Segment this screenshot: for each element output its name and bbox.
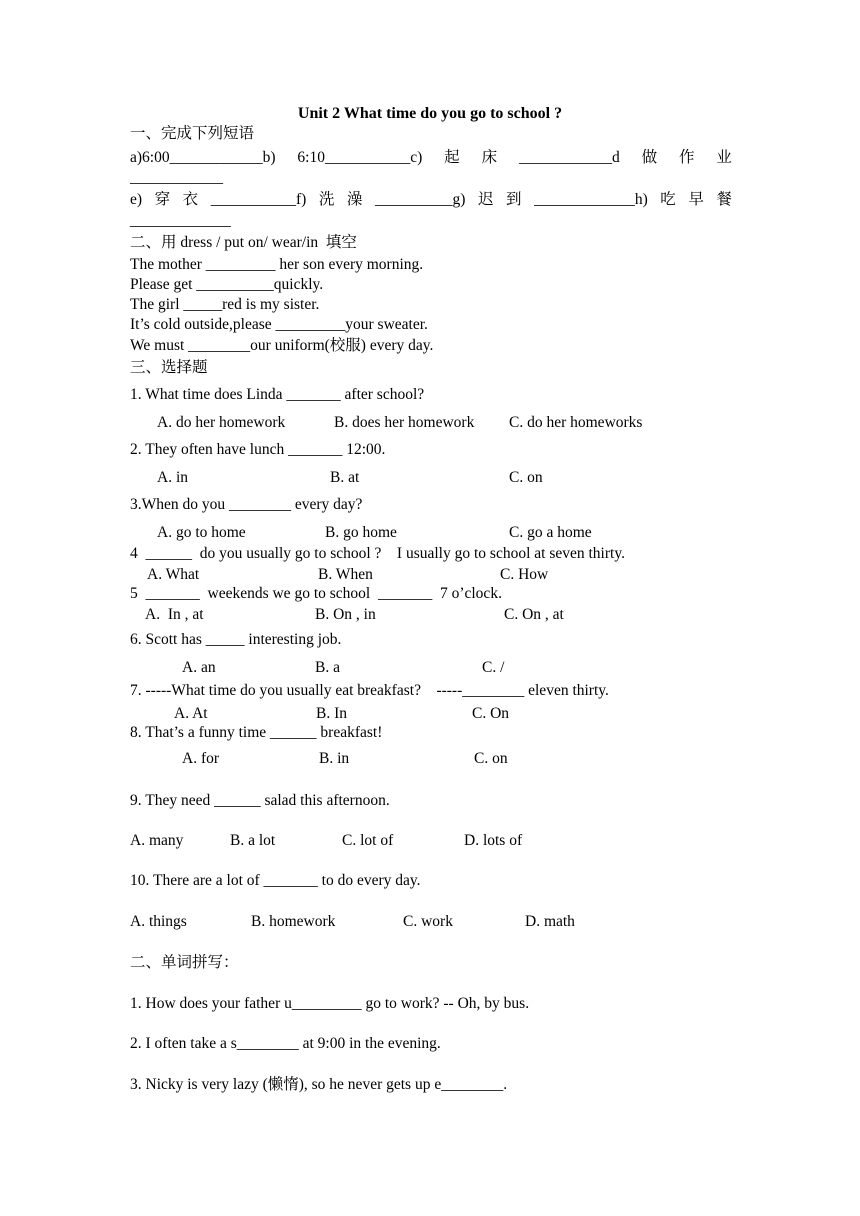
fill-line: Please get __________quickly. xyxy=(130,276,324,293)
question-3: 3.When do you ________ every day? xyxy=(130,496,363,513)
spelling-line: 1. How does your father u_________ go to work? -- Oh, by bus. xyxy=(130,995,530,1012)
word: 业 xyxy=(716,149,732,166)
question-6: 6. Scott has _____ interesting job. xyxy=(130,631,342,648)
option-b: B. does her homework xyxy=(334,414,475,431)
option-a: A. What xyxy=(147,566,200,583)
question-10: 10. There are a lot of _______ to do every day. xyxy=(130,872,421,889)
option-a: A. go to home xyxy=(157,524,246,541)
option-b: B. homework xyxy=(251,913,336,930)
blank-d: ____________ xyxy=(130,169,223,186)
option-b: B. a xyxy=(315,659,340,676)
option-c: C. work xyxy=(403,913,453,930)
word: 餐 xyxy=(716,191,732,208)
option-b: B. in xyxy=(319,750,350,767)
word: 起 xyxy=(444,149,460,166)
blank-h: _____________ xyxy=(130,212,231,229)
option-a: A. In , at xyxy=(145,606,204,623)
option-c: C. go a home xyxy=(509,524,592,541)
option-c: C. do her homeworks xyxy=(509,414,643,431)
fill-line: The mother _________ her son every morning. xyxy=(130,256,424,273)
option-b: B. go home xyxy=(325,524,397,541)
question-1: 1. What time does Linda _______ after school? xyxy=(130,386,425,403)
fill-line: The girl _____red is my sister. xyxy=(130,296,320,313)
section3-heading: 三、选择题 xyxy=(130,359,208,376)
option-c: C. on xyxy=(509,469,543,486)
option-a: A. things xyxy=(130,913,187,930)
question-9: 9. They need ______ salad this afternoon. xyxy=(130,792,390,809)
fill-line: We must ________our uniform(校服) every day. xyxy=(130,337,434,354)
word: 澡 xyxy=(346,191,363,208)
option-a: A. many xyxy=(130,832,184,849)
question-7: 7. -----What time do you usually eat breakfast? -----________ eleven thirty. xyxy=(130,682,609,699)
word: 吃 xyxy=(660,191,676,208)
word: 作 xyxy=(679,149,695,166)
phrase-c: ____________d xyxy=(518,149,620,166)
option-c: C. On , at xyxy=(504,606,564,623)
question-2: 2. They often have lunch _______ 12:00. xyxy=(130,441,386,458)
phrase-b: 6:10___________c) xyxy=(297,149,423,166)
spelling-line: 2. I often take a s________ at 9:00 in the evening. xyxy=(130,1035,441,1052)
option-a: A. At xyxy=(174,705,208,722)
option-b: B. On , in xyxy=(315,606,376,623)
option-c: C. on xyxy=(474,750,508,767)
option-a: A. in xyxy=(157,469,188,486)
option-a: A. an xyxy=(182,659,216,676)
word: 洗 xyxy=(318,191,335,208)
option-c: C. How xyxy=(500,566,549,583)
phrase-a: a)6:00____________b) xyxy=(130,149,276,166)
spelling-line: 3. Nicky is very lazy (懒惰), so he never gets up e________. xyxy=(130,1076,508,1093)
section1-heading: 一、完成下列短语 xyxy=(130,125,255,142)
word: 衣 xyxy=(182,191,199,208)
section1-row1 xyxy=(130,148,732,168)
option-b: B. In xyxy=(316,705,347,722)
word: 做 xyxy=(641,149,658,166)
page-title: Unit 2 What time do you go to school ? xyxy=(297,105,563,122)
section1-row2 xyxy=(130,190,732,210)
question-4: 4 ______ do you usually go to school ? I usually go to school at seven thirty. xyxy=(130,545,625,562)
word: 迟 xyxy=(477,191,494,208)
label-e: e) xyxy=(130,191,143,208)
option-c: C. lot of xyxy=(342,832,394,849)
section4-heading: 二、单词拼写： xyxy=(130,954,239,971)
word: 早 xyxy=(688,191,704,208)
option-b: B. at xyxy=(330,469,360,486)
phrase-h: _____________h) xyxy=(534,191,648,208)
option-b: B. When xyxy=(318,566,373,583)
question-8: 8. That’s a funny time ______ breakfast! xyxy=(130,724,383,741)
option-a: A. for xyxy=(182,750,220,767)
word: 穿 xyxy=(154,191,171,208)
option-c: C. / xyxy=(482,659,505,676)
phrase-g: __________g) xyxy=(374,191,466,208)
question-5: 5 _______ weekends we go to school _______ 7 o’clock. xyxy=(130,585,502,602)
phrase-f: ___________f) xyxy=(210,191,307,208)
option-c: C. On xyxy=(472,705,510,722)
option-d: D. math xyxy=(525,913,575,930)
fill-line: It’s cold outside,please _________your sweater. xyxy=(130,316,428,333)
option-a: A. do her homework xyxy=(157,414,286,431)
option-d: D. lots of xyxy=(464,832,523,849)
word: 到 xyxy=(506,191,522,208)
option-b: B. a lot xyxy=(230,832,276,849)
word: 床 xyxy=(481,149,498,166)
section2-heading: 二、用 dress / put on/ wear/in 填空 xyxy=(130,234,357,251)
